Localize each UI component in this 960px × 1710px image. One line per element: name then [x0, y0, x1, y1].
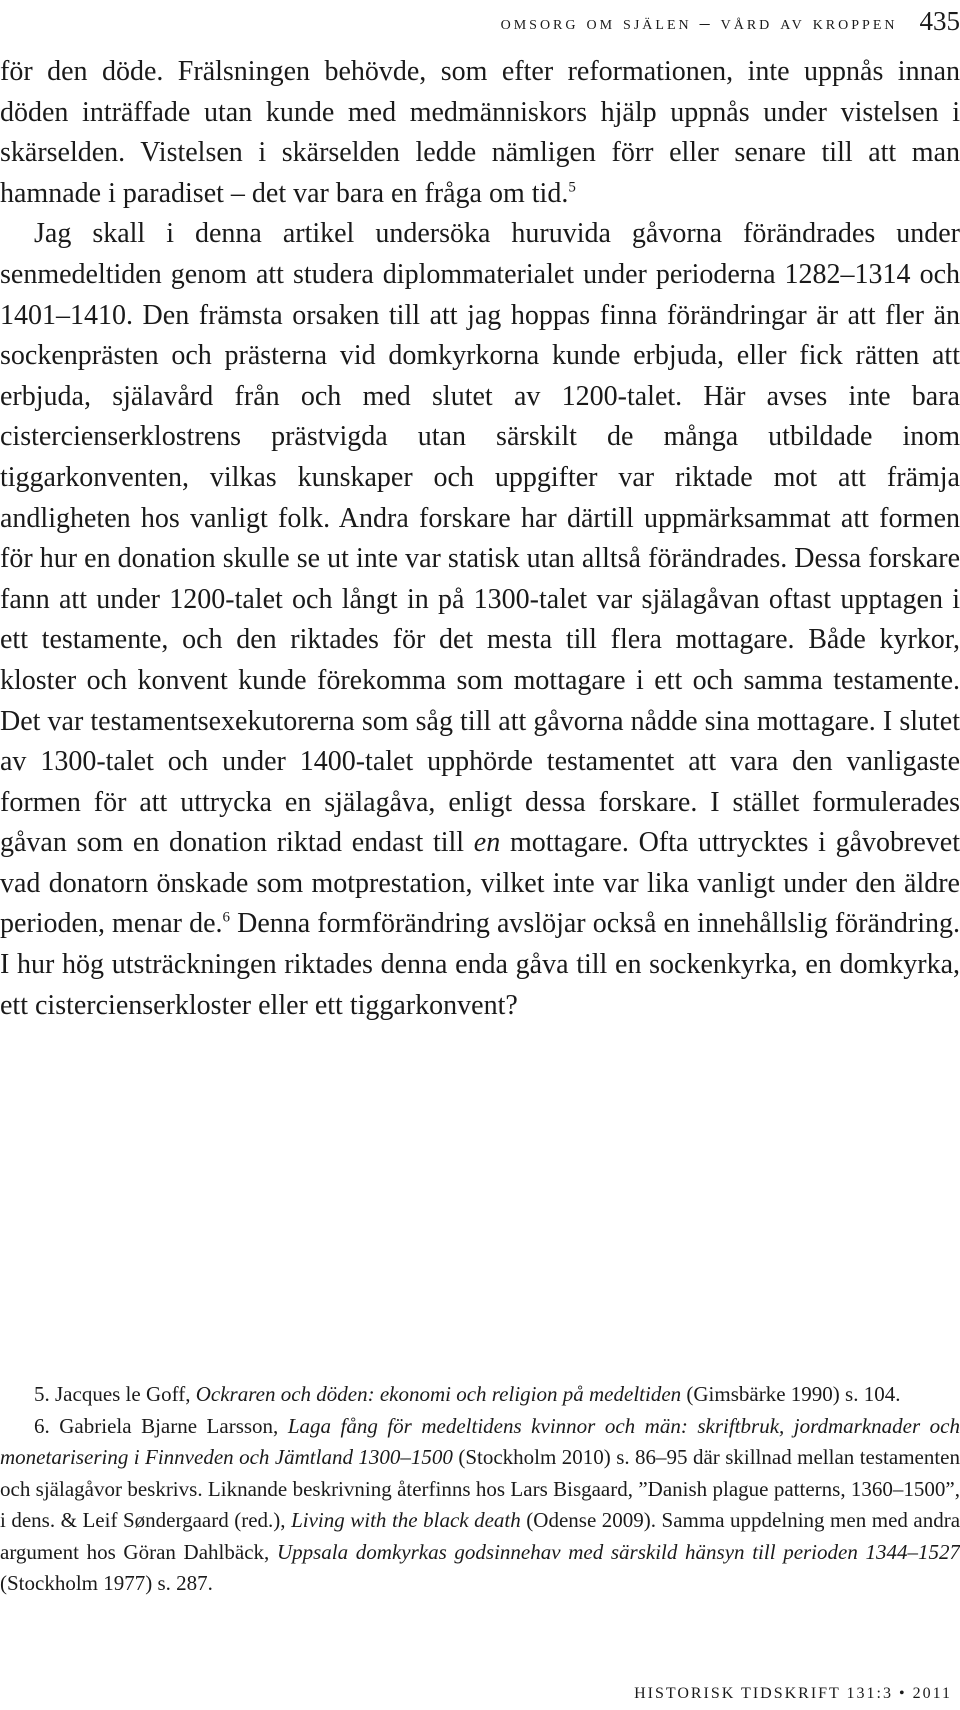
footnote-5-title: Ockraren och döden: ekonomi och religion på medeltiden	[195, 1382, 682, 1406]
footnote-6-title: Laga fång för medeltidens kvinnor och män: skriftbruk, jordmarknader och monetarisering i Finnveden och Jämtland 1300–1500	[0, 1413, 960, 1469]
footnote-6-title-2: Living with the black death	[291, 1508, 521, 1532]
footnote-5-rest: (Gimsbärke 1990) s. 104.	[686, 1382, 901, 1406]
footnote-6-author: Gabriela Bjarne Larsson,	[59, 1413, 279, 1438]
footnote-5	[0, 1379, 960, 1411]
running-head	[501, 0, 960, 36]
footnotes	[0, 1379, 960, 1600]
footnote-6-mid: (Stockholm 2010) s. 86–95 där skillnad mellan testamenten och själagåvor beskrivs. Liknande beskrivning återfinns hos Lars Bisgaard, ”Danish plague patterns, 1360–1500”, i dens. & Leif Søndergaard (red.),	[0, 1445, 960, 1532]
footnote-ref-6[interactable]: 6	[222, 910, 231, 927]
paragraph-2-text-c: Denna formförändring avslöjar också en innehållslig förändring. I hur hög utsträckningen riktades denna enda gåva till en sockenkyrka, en domkyrka, ett cistercienserkloster eller ett tiggarkonvent?	[0, 908, 960, 1021]
paragraph-2-text-a: Jag skall i denna artikel undersöka huruvida gåvorna förändrades under senmedeltiden genom att studera diplommaterialet under perioderna 1282–1314 och 1401–1410. Den främsta orsaken till att jag hoppas finna förändringar är att fler än sockenprästen och prästerna vid domkyrkorna kunde erbjuda, eller fick rätten att erbjuda, själavård från och med slutet av 1200-talet. Här avses inte bara cistercienserklostrens prästvigda utan särskilt de många utbildade inom tiggarkonventen, vilkas kunskaper och uppgifter var riktade mot att främja andligheten hos vanligt folk. Andra forskare har därtill uppmärksammat att formen för hur en donation skulle se ut inte var statisk utan alltså förändrades. Dessa forskare fann att under 1200-talet och långt in på 1300-talet var själagåvan oftast upptagen i ett testamente, och den riktades för det mesta till flera mottagare. Både kyrkor, kloster och konvent kunde förekomma som mottagare i ett och samma testamente. Det var testamentsexekutorerna som såg till att gåvorna nådde sina mottagare. I slutet av 1300-talet och under 1400-talet upphörde testamentet att vara den vanligaste formen för att uttrycka en själagåva, enligt dessa forskare. I stället formulerades gåvan som en donation riktad endast till	[0, 218, 960, 859]
footnote-6-mid-2: (Odense 2009). Samma uppdelning men med andra argument hos Göran Dahlbäck,	[0, 1508, 960, 1564]
running-title: omsorg om själen – vård av kroppen	[500, 12, 898, 34]
body-text	[0, 52, 960, 1026]
footnote-6-title-3: Uppsala domkyrkas godsinnehav med särskild hänsyn till perioden 1344–1527	[276, 1539, 960, 1564]
footnote-6-number: 6.	[34, 1413, 50, 1438]
footnote-6-end: (Stockholm 1977) s. 287.	[0, 1571, 213, 1595]
page-number: 435	[919, 6, 960, 36]
footnote-ref-5[interactable]: 5	[568, 179, 576, 196]
footnote-6	[0, 1411, 960, 1600]
paragraph-2	[0, 214, 960, 1026]
paragraph-2-emphasis: en	[473, 827, 501, 859]
journal-footer: HISTORISK TIDSKRIFT 131:3 • 2011	[634, 1685, 952, 1702]
footnote-5-author: Jacques le Goff,	[55, 1382, 191, 1406]
footnote-5-number: 5.	[34, 1382, 50, 1406]
paragraph-1-text: för den döde. Frälsningen behövde, som efter reformationen, inte uppnås innan döden inträffade utan kunde med medmänniskors hjälp uppnås under vistelsen i skärselden. Vistelsen i skärselden ledde nämligen förr eller senare till att man hamnade i paradiset – det var bara en fråga om tid.	[0, 56, 960, 209]
paragraph-1	[0, 52, 960, 214]
paragraph-2-text-b: mottagare. Ofta uttrycktes i gåvobrevet vad donatorn önskade som motprestation, vilket inte var lika vanligt under den äldre perioden, menar de.	[0, 827, 960, 940]
